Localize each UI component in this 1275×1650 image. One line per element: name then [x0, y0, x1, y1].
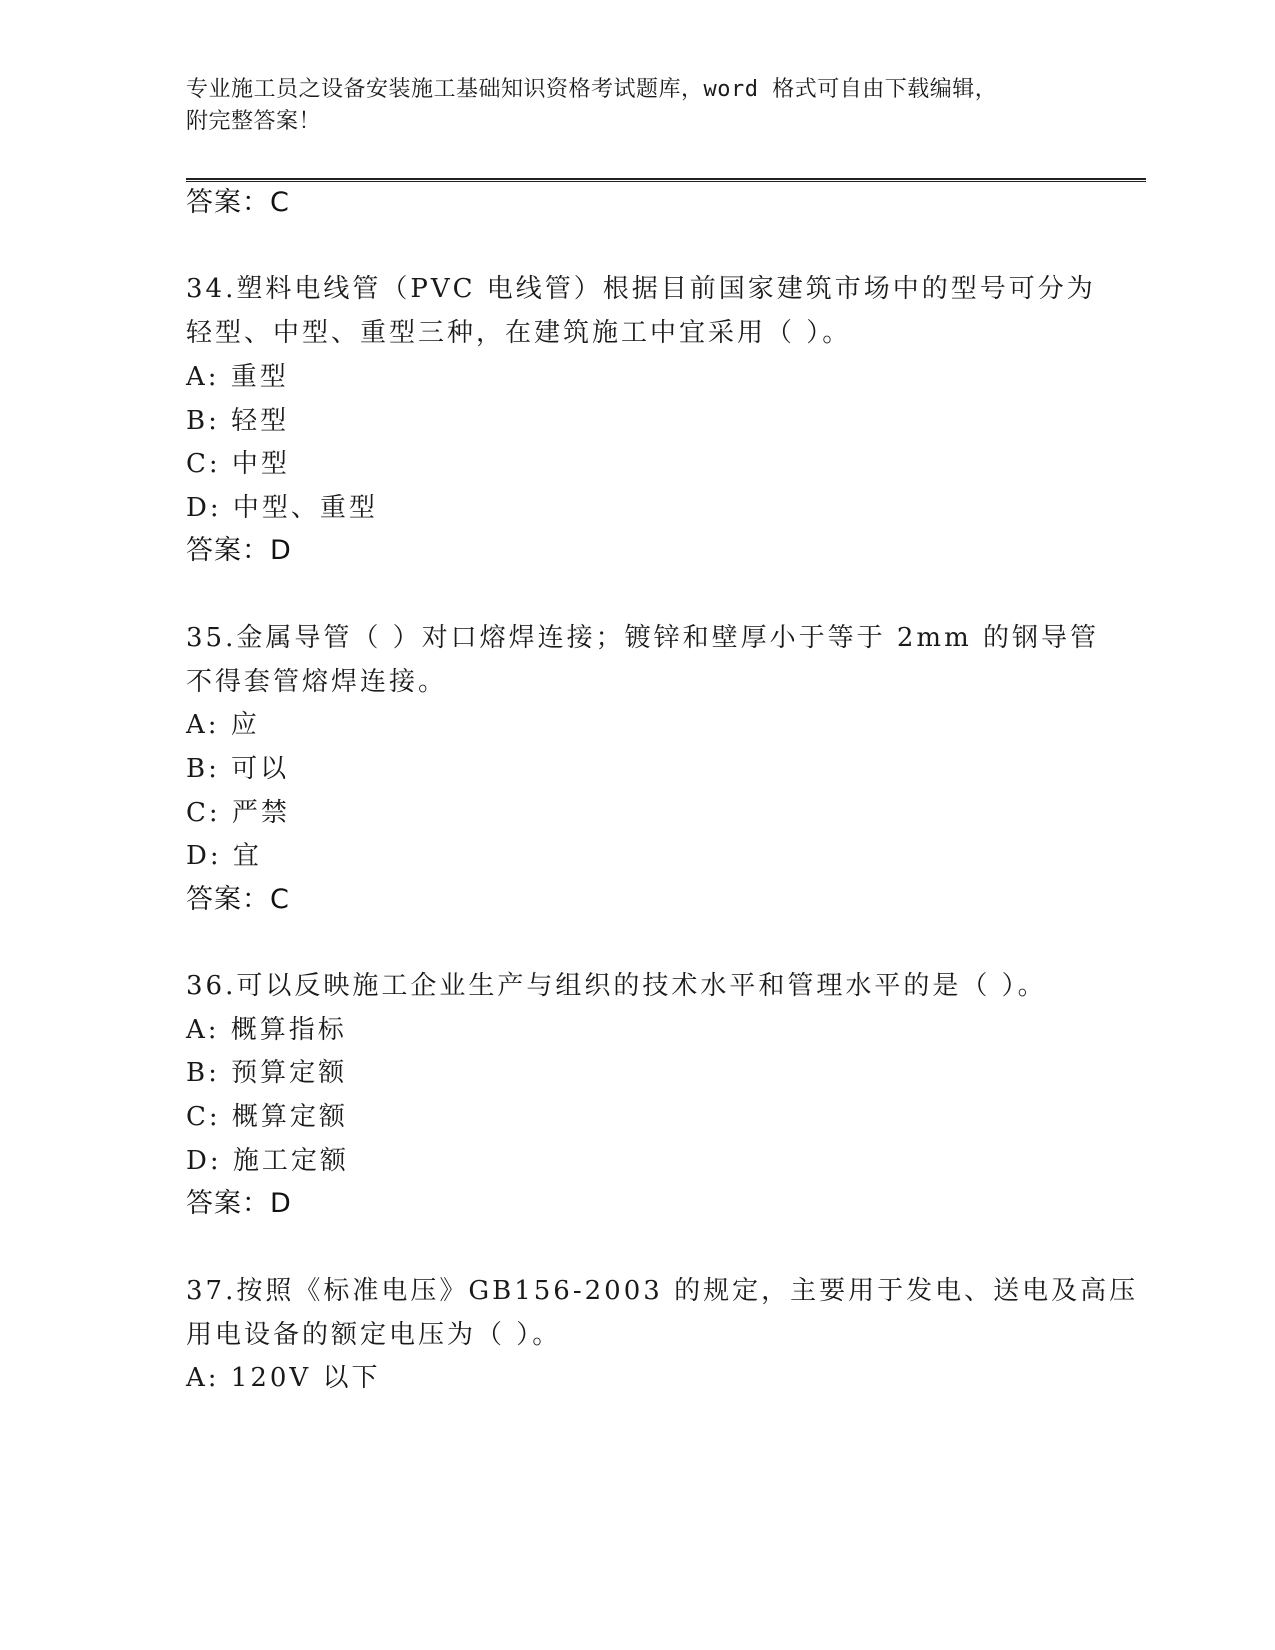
q37-option-a: A: 120V 以下: [186, 1363, 381, 1393]
header-line-2: 附完整答案！: [186, 109, 322, 134]
q34-option-a: A: 重型: [186, 362, 289, 392]
q36-answer: 答案：D: [186, 1188, 292, 1219]
q35-stem-line-1: 35.金属导管（ ）对口熔焊连接；镀锌和壁厚小于等于 2mm 的钢导管: [186, 623, 1099, 653]
q35-option-d: D: 宜: [186, 841, 262, 871]
q35-option-a: A: 应: [186, 710, 260, 740]
q34-answer: 答案：D: [186, 535, 292, 566]
q35-stem-line-2: 不得套管熔焊连接。: [186, 667, 448, 697]
q37-stem-line-2: 用电设备的额定电压为（ ）。: [186, 1320, 562, 1350]
answer-prev: 答案：C: [186, 187, 290, 218]
document-header-note: [186, 74, 1066, 138]
q34-option-b: B: 轻型: [186, 406, 290, 436]
q36-option-d: D: 施工定额: [186, 1146, 349, 1176]
q37-stem-line-1: 37.按照《标准电压》GB156-2003 的规定，主要用于发电、送电及高压: [186, 1276, 1139, 1306]
q34-stem-line-2: 轻型、中型、重型三种，在建筑施工中宜采用（ ）。: [186, 318, 852, 348]
header-line-1: 专业施工员之设备安装施工基础知识资格考试题库，word 格式可自由下载编辑，: [186, 77, 998, 102]
q36-option-c: C: 概算定额: [186, 1102, 348, 1132]
q34-option-c: C: 中型: [186, 449, 290, 479]
q36-stem-line-1: 36.可以反映施工企业生产与组织的技术水平和管理水平的是（ ）。: [186, 971, 1047, 1001]
q34-option-d: D: 中型、重型: [186, 493, 378, 523]
q35-option-c: C: 严禁: [186, 798, 290, 828]
q35-answer: 答案：C: [186, 884, 290, 915]
q35-option-b: B: 可以: [186, 754, 290, 784]
q36-option-a: A: 概算指标: [186, 1015, 347, 1045]
q36-option-b: B: 预算定额: [186, 1058, 348, 1088]
header-divider: [186, 178, 1146, 182]
q34-stem-line-1: 34.塑料电线管（PVC 电线管）根据目前国家建筑市场中的型号可分为: [186, 274, 1096, 304]
